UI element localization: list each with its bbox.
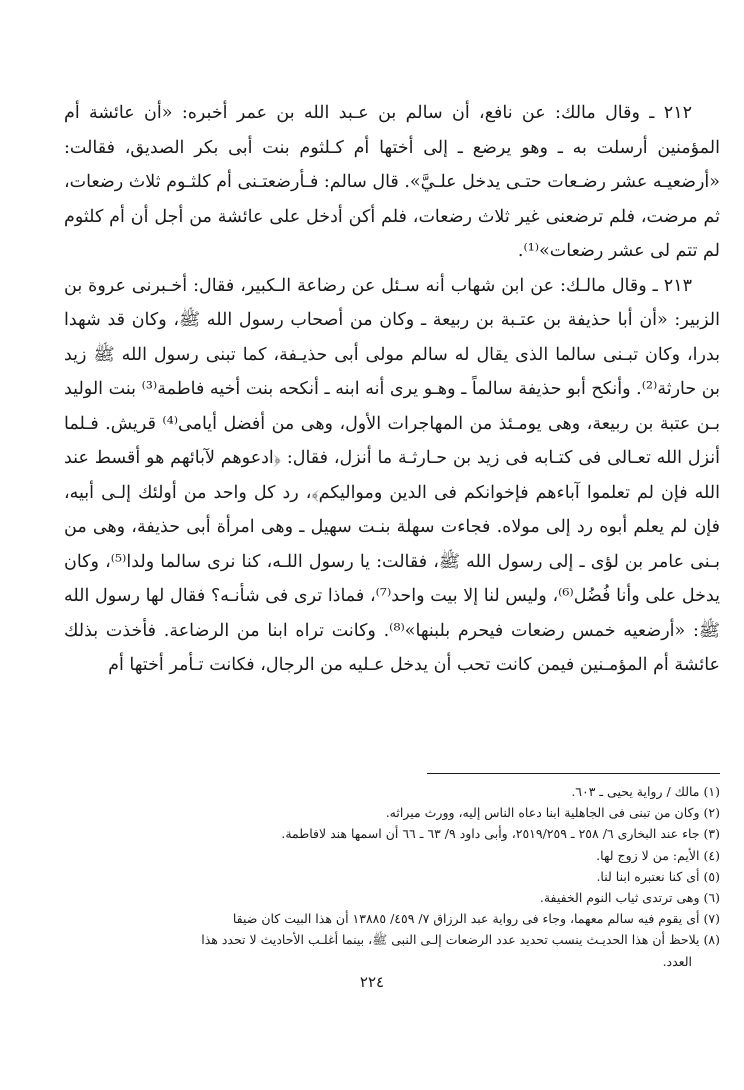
footnote-number: (٨) xyxy=(703,932,720,948)
footnote-5 xyxy=(64,866,720,887)
paragraph-212: ٢١٢ ـ وقال مالك: عن نافع، أن سالم بن عـبد الله بن عمر أخبره: «أن عائشة أم المؤمنين أرسلت به ـ وهو يرضع ـ إلى أختها أم كـلثوم بنت أبى بكر الصديق، فقالت: «أرضعيـه عشر رضـعات حتـى يدخل علـيَّ». قال سالم: فـأرضعتـنى أم كلثـوم ثلاث رضعات، ثم مرضت، فلم ترضعنى غير ثلاث رضعات، فلم أكن أدخل على عائشة من أجل أن أم كلثوم لم تتم لى عشر رضعات»⁽¹⁾. xyxy=(64,103,720,261)
footnote-text: وهى ترتدى ثياب النوم الخفيفة. xyxy=(539,890,700,906)
footnote-text: أى يقوم فيه سالم معهما، وجاء فى رواية عبد الرزاق ٧/ ٤٥٩/ ١٣٨٨٥ أن هذا البيت كان ضيقا xyxy=(232,911,700,927)
footnote-8 xyxy=(64,929,720,971)
footnote-number: (٦) xyxy=(703,890,720,906)
footnote-text: يلاحظ أن هذا الحديـث ينسب تحديد عدد الرضعات إلـى النبى ﷺ، بينما أغلـب الأحاديث لا تحدد هذا xyxy=(201,932,700,948)
footnote-number: (٥) xyxy=(703,868,720,884)
footnote-text: أى كنا نعتبره ابنا لنا. xyxy=(596,868,700,884)
footnote-2 xyxy=(64,802,720,823)
footnote-continuation: العدد. xyxy=(662,953,692,969)
footnotes xyxy=(64,781,720,972)
footnote-separator xyxy=(427,773,720,774)
footnote-7 xyxy=(64,908,720,929)
footnote-text: الأيم: من لا زوج لها. xyxy=(596,847,700,863)
footnote-3 xyxy=(64,823,720,844)
footnote-text: جاء عند البخارى ٦/ ٢٥٨ ـ ٢٥١٩/٢٥٩، وأبى داود ٩/ ٦٣ ـ ٦٦ أن اسمها هند لافاطمة. xyxy=(281,826,700,842)
footnote-text: مالك / رواية يحيى ـ ٦٠٣. xyxy=(571,784,700,799)
footnote-number: (٣) xyxy=(703,826,720,842)
paragraph-213: ٢١٣ ـ وقال مالـك: عن ابن شهاب أنه سـئل عن رضاعة الـكبير، فقال: أخـبرنى عروة بن الزبير: «أن أبا حذيفة بن عتـبة بن ربيعة ـ وكان من أصحاب رسول الله ﷺ، وكان قد شهدا بدرا، وكان تبـنى سالما الذى يقال له سالم مولى أبى حذيـفة، كما تبنى رسول الله ﷺ زيد بن حارثة⁽²⁾. وأنكح أبو حذيفة سالماً ـ وهـو يرى أنه ابنه ـ أنكحه بنت أخيه فاطمة⁽³⁾ بنت الوليد بـن عتبة بن ربيعة، وهى يومـئذ من المهاجرات الأول، وهى من أفضل أيامى⁽⁴⁾ قريش. فـلما أنزل الله تعـالى فى كتـابه فى زيد بن حـارثـة ما أنزل، فقال: ﴿ادعوهم لآبائهم هو أقسط عند الله فإن لم تعلموا آباءهم فإخوانكم فى الدين ومواليكم﴾، رد كل واحد من أولئك إلـى أبيه، فإن لم يعلم أبوه رد إلى مولاه. فجاءت سهلة بنـت سهيل ـ وهى امرأة أبى حذيفة، وهى من بـنى عامر بن لؤى ـ إلى رسول الله ﷺ، فقالت: يا رسول اللـه، كنا نرى سالما ولدا⁽⁵⁾، وكان يدخل على وأنا فُضُل⁽⁶⁾، وليس لنا إلا بيت واحد⁽⁷⁾، فماذا ترى فى شأنـه؟ فقال لها رسول الله ﷺ: «أرضعيه خمس رضعات فيحرم بلبنها»⁽⁸⁾. وكانت تراه ابنا من الرضاعة. فأخذت بذلك عائشة أم المؤمـنين فيمن كانت تحب أن يدخل عـليه من الرجال، فكانت تـأمر أختها أم xyxy=(64,275,721,675)
footnote-1 xyxy=(64,781,720,802)
footnote-6 xyxy=(64,887,720,908)
page-number: ٢٢٤ xyxy=(359,973,385,991)
footnote-number: (٤) xyxy=(703,847,720,863)
footnote-number: (١) xyxy=(703,784,720,799)
footnote-number: (٢) xyxy=(703,805,720,821)
footnote-text: وكان من تبنى فى الجاهلية ابنا دعاه الناس إليه، وورث ميراثه. xyxy=(385,805,700,821)
footnote-number: (٧) xyxy=(703,911,720,927)
footnote-4 xyxy=(64,845,720,866)
main-text xyxy=(64,96,720,683)
